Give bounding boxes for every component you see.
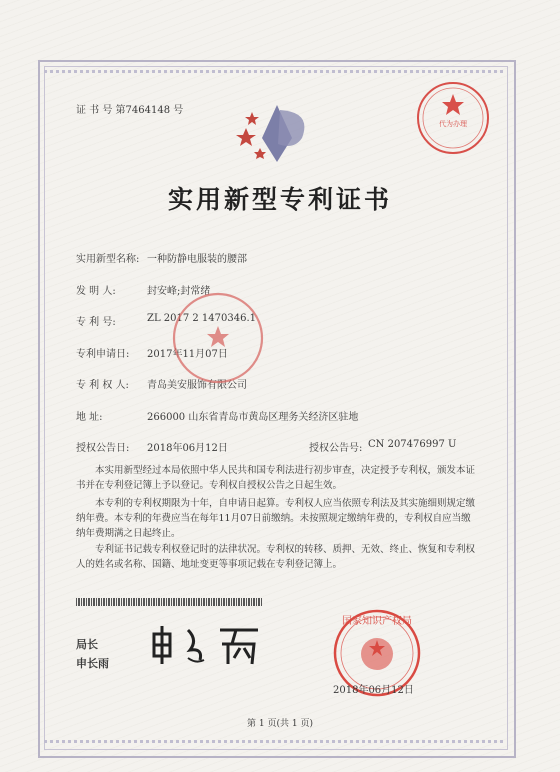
certificate-title: 实用新型专利证书 (167, 185, 392, 214)
page-indicator: 第 1 页(共 1 页) (247, 719, 313, 729)
seal-date: 2018年06月12日 (333, 685, 414, 696)
director-signature (148, 620, 278, 674)
patent-number-label: 专 利 号: (76, 317, 116, 328)
director-title: 局长 (76, 638, 98, 651)
paragraph-1: 本实用新型经过本局依照中华人民共和国专利法进行初步审查，决定授予专利权，颁发本证书并在专利登记簿上予以登记。专利权自授权公告之日起生效。 (76, 465, 476, 491)
patent-number-value: ZL 2017 2 1470346.1 (147, 313, 257, 324)
grant-number-value: CN 207476997 U (368, 439, 457, 450)
utility-model-name-value: 一种防静电服装的腰部 (147, 254, 247, 265)
grant-date-label: 授权公告日: (76, 443, 130, 454)
agency-seal-icon (415, 80, 491, 160)
border-pattern-bottom (44, 740, 506, 743)
patentee-label: 专 利 权 人: (76, 380, 129, 391)
grant-date-value: 2018年06月12日 (147, 443, 228, 454)
filing-date-label: 专利申请日: (76, 349, 130, 360)
grant-number-label: 授权公告号: (309, 443, 363, 454)
paragraph-3: 专利证书记载专利权登记时的法律状况。专利权的转移、质押、无效、终止、恢复和专利权人的姓名或名称、国籍、地址变更等事项记载在专利登记簿上。 (76, 544, 476, 570)
address-label: 地 址: (76, 412, 103, 423)
patentee-value: 青岛美安服饰有限公司 (147, 380, 247, 391)
inventor-label: 发 明 人: (76, 286, 116, 297)
agency-seal-text: 代为办理 (439, 120, 467, 128)
seal-text: 国家知识产权局 (342, 616, 412, 627)
company-seal-icon (170, 290, 266, 390)
paragraph-2: 本专利的专利权期限为十年，自申请日起算。专利权人应当依照专利法及其实施细则规定缴纳年费。本专利的年费应当在每年11月07日前缴纳。未按照规定缴纳年费的，专利权自应当缴纳年费期满之日起终止。 (76, 498, 476, 539)
inventor-value: 封安峰;封常绪 (147, 286, 211, 297)
filing-date-value: 2017年11月07日 (147, 349, 228, 360)
address-value: 266000 山东省青岛市黄岛区理务关经济区驻地 (147, 412, 359, 423)
utility-model-name-label: 实用新型名称: (76, 254, 140, 265)
director-name: 申长雨 (76, 657, 109, 670)
barcode (76, 598, 262, 606)
border-pattern-top (44, 70, 506, 73)
certificate-number: 证 书 号 第7464148 号 (76, 105, 184, 116)
patent-office-logo-icon (232, 100, 322, 174)
